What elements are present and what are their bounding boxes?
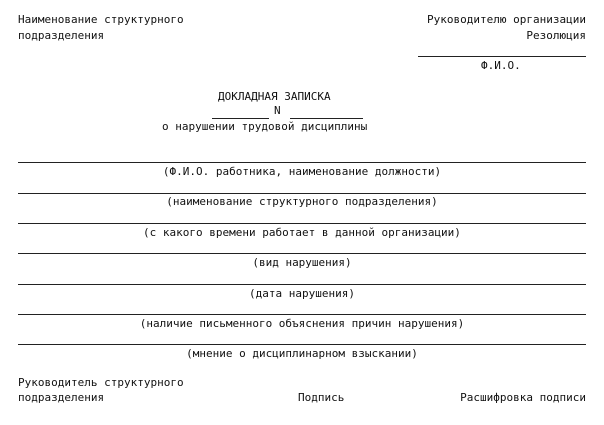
department-name-label-line2: подразделения [18, 29, 105, 42]
field-caption-department: (наименование структурного подразделения) [166, 195, 438, 208]
document-title: ДОКЛАДНАЯ ЗАПИСКА [218, 90, 331, 103]
date-blank-line [212, 118, 269, 119]
field-line [18, 284, 586, 285]
field-caption-violation-type: (вид нарушения) [252, 256, 352, 269]
field-caption-disciplinary-opinion: (мнение о дисциплинарном взыскании) [186, 347, 418, 360]
field-line [18, 193, 586, 194]
signer-title: Руководитель структурного [18, 376, 184, 389]
field-caption-violation-date: (дата нарушения) [249, 287, 355, 300]
fio-caption: Ф.И.О. [481, 59, 521, 72]
resolution-label: Резолюция [526, 29, 586, 42]
field-caption-employment-start: (с какого времени работает в данной организации) [143, 226, 461, 239]
resolution-line [418, 56, 586, 57]
field-line [18, 314, 586, 315]
number-blank-line [290, 118, 363, 119]
field-caption-employee: (Ф.И.О. работника, наименование должности) [162, 165, 442, 178]
signature-label: Подпись [298, 391, 345, 404]
department-name-label: Наименование структурного [18, 13, 184, 26]
number-sign: N [274, 104, 281, 117]
signature-decryption-label: Расшифровка подписи [460, 391, 586, 404]
field-line [18, 162, 586, 163]
field-line [18, 344, 586, 345]
document-subject: о нарушении трудовой дисциплины [162, 120, 368, 133]
signer-title-line2: подразделения [18, 391, 105, 404]
field-line [18, 253, 586, 254]
field-line [18, 223, 586, 224]
field-caption-explanation: (наличие письменного объяснения причин нарушения) [139, 317, 465, 330]
addressee-label: Руководителю организации [427, 13, 586, 26]
